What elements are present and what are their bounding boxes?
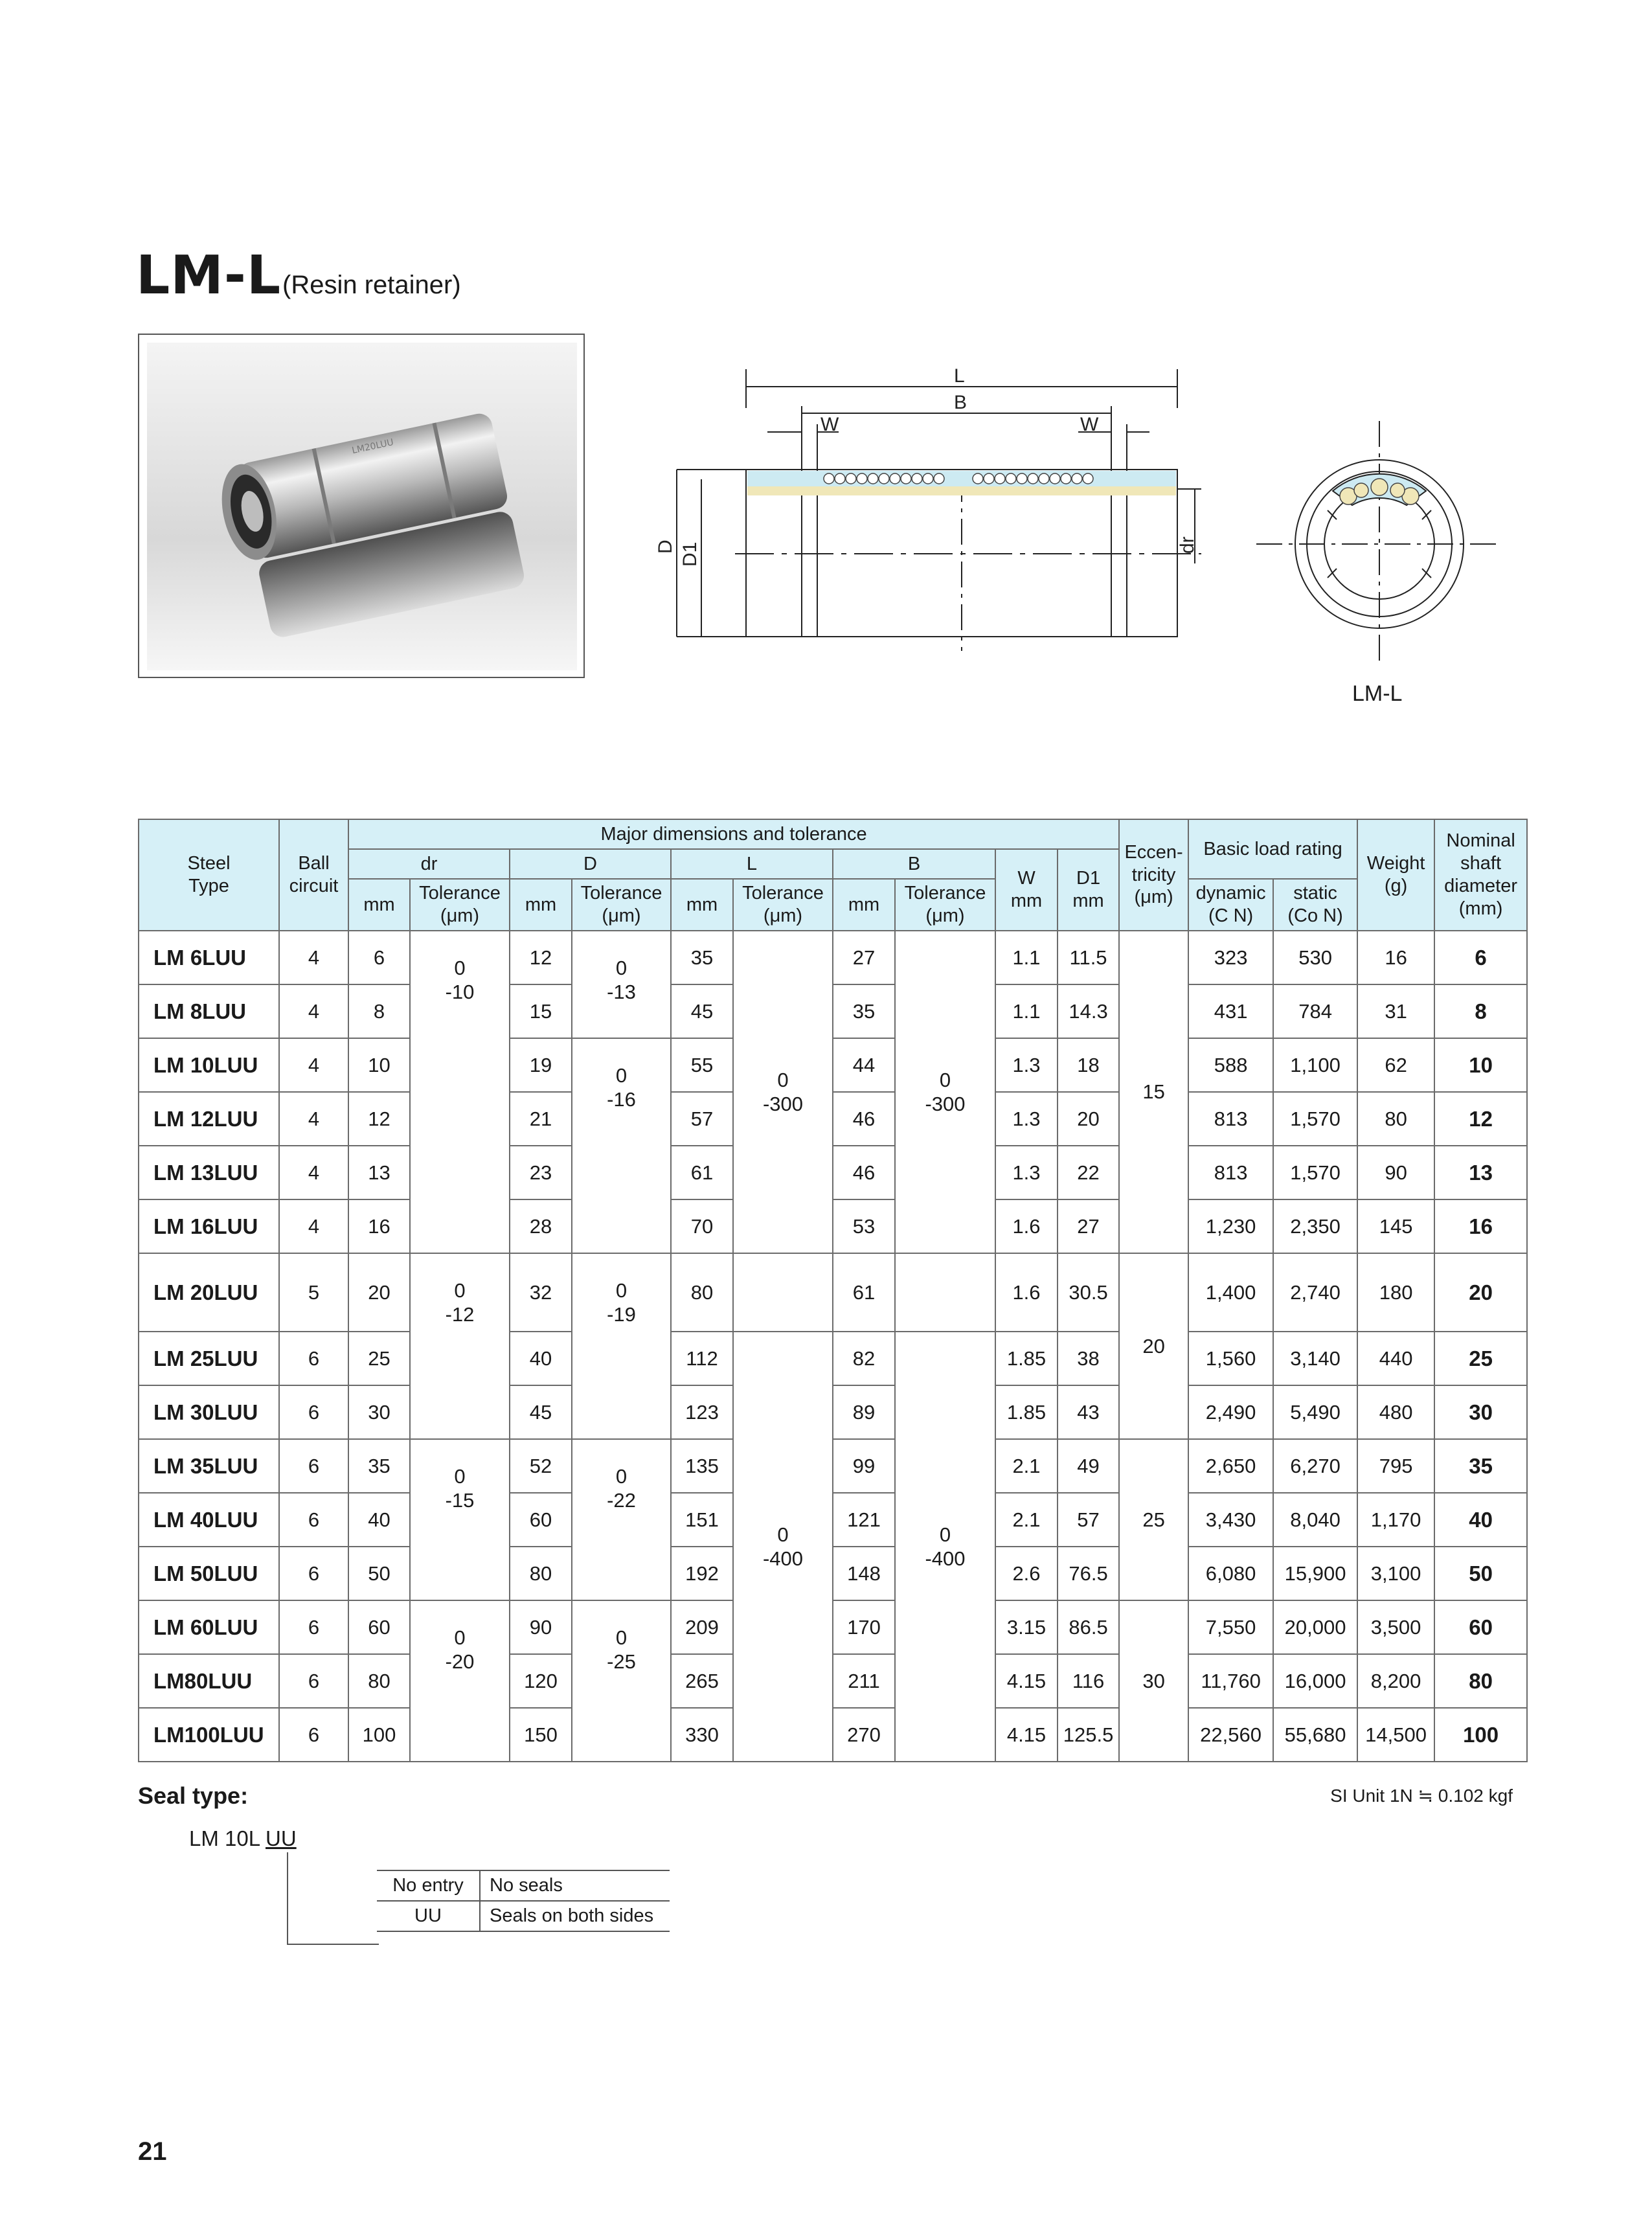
cell-B-mm: 89 (833, 1385, 895, 1439)
cell-steel-type: LM 16LUU (139, 1199, 279, 1253)
cell-D-tolerance: 0 -13 (572, 931, 671, 1038)
cell-eccentricity: 20 (1119, 1253, 1188, 1439)
cell-W: 3.15 (995, 1600, 1058, 1654)
seal-option-row (377, 1901, 670, 1931)
cell-static: 3,140 (1273, 1332, 1357, 1385)
cell-D-tolerance: 0 -16 (572, 1038, 671, 1253)
cell-dynamic: 588 (1188, 1038, 1273, 1092)
col-L-mm: mm (671, 879, 733, 931)
col-dr-tolerance: Tolerance (μm) (410, 879, 510, 931)
cell-shaft-diameter: 13 (1434, 1146, 1527, 1199)
side-section-diagram (638, 359, 1221, 651)
cell-dynamic: 1,400 (1188, 1253, 1273, 1332)
cell-W: 1.3 (995, 1092, 1058, 1146)
cell-dr-mm: 12 (348, 1092, 410, 1146)
dim-label-D1: D1 (679, 541, 701, 567)
seal-option-desc: No seals (480, 1870, 670, 1901)
cell-weight: 62 (1357, 1038, 1434, 1092)
cell-dr-mm: 6 (348, 931, 410, 984)
cell-steel-type: LM 60LUU (139, 1600, 279, 1654)
cell-weight: 3,100 (1357, 1547, 1434, 1600)
cell-L-mm: 45 (671, 984, 733, 1038)
col-L: L (671, 849, 833, 879)
cell-weight: 480 (1357, 1385, 1434, 1439)
seal-option-row (377, 1870, 670, 1901)
col-B: B (833, 849, 995, 879)
cell-weight: 145 (1357, 1199, 1434, 1253)
col-D-mm: mm (510, 879, 572, 931)
cell-W: 1.85 (995, 1385, 1058, 1439)
cell-dynamic: 22,560 (1188, 1708, 1273, 1762)
cell-dr-mm: 60 (348, 1600, 410, 1654)
cell-dr-mm: 30 (348, 1385, 410, 1439)
cell-dynamic: 813 (1188, 1146, 1273, 1199)
cell-weight: 31 (1357, 984, 1434, 1038)
cell-D-mm: 45 (510, 1385, 572, 1439)
cell-static: 55,680 (1273, 1708, 1357, 1762)
cell-W: 1.1 (995, 931, 1058, 984)
seal-option-desc: Seals on both sides (480, 1901, 670, 1931)
cell-D1: 38 (1058, 1332, 1119, 1385)
col-D1: D1 mm (1058, 849, 1119, 931)
cell-D1: 86.5 (1058, 1600, 1119, 1654)
col-dr: dr (348, 849, 510, 879)
col-B-mm: mm (833, 879, 895, 931)
seal-type-heading: Seal type: (138, 1782, 249, 1809)
cell-weight: 8,200 (1357, 1654, 1434, 1708)
col-dr-mm: mm (348, 879, 410, 931)
cell-static: 15,900 (1273, 1547, 1357, 1600)
cell-W: 4.15 (995, 1708, 1058, 1762)
cell-shaft-diameter: 80 (1434, 1654, 1527, 1708)
col-static: static (Co N) (1273, 879, 1357, 931)
front-view-label: LM-L (1352, 681, 1403, 706)
cell-D1: 14.3 (1058, 984, 1119, 1038)
cell-D-mm: 12 (510, 931, 572, 984)
cell-shaft-diameter: 10 (1434, 1038, 1527, 1092)
cell-dynamic: 323 (1188, 931, 1273, 984)
col-B-tolerance: Tolerance (μm) (895, 879, 995, 931)
cell-ball-circuit: 4 (279, 1092, 348, 1146)
cell-L-tolerance (733, 1253, 833, 1332)
cell-D-mm: 150 (510, 1708, 572, 1762)
cell-dr-mm: 13 (348, 1146, 410, 1199)
cell-L-tolerance: 0 -400 (733, 1332, 833, 1762)
cell-shaft-diameter: 16 (1434, 1199, 1527, 1253)
cell-W: 4.15 (995, 1654, 1058, 1708)
cell-dr-mm: 8 (348, 984, 410, 1038)
col-eccentricity: Eccen- tricity (μm) (1119, 819, 1188, 931)
cell-dr-tolerance: 0 -20 (410, 1600, 510, 1762)
cell-dynamic: 11,760 (1188, 1654, 1273, 1708)
cell-ball-circuit: 6 (279, 1439, 348, 1493)
cell-D1: 22 (1058, 1146, 1119, 1199)
cell-shaft-diameter: 50 (1434, 1547, 1527, 1600)
table-row (139, 1547, 1527, 1600)
cell-D1: 125.5 (1058, 1708, 1119, 1762)
cell-static: 1,570 (1273, 1146, 1357, 1199)
cell-dynamic: 1,230 (1188, 1199, 1273, 1253)
cell-shaft-diameter: 30 (1434, 1385, 1527, 1439)
col-basic-load-rating: Basic load rating (1188, 819, 1357, 879)
col-major-dimensions: Major dimensions and tolerance (348, 819, 1119, 849)
cell-weight: 80 (1357, 1092, 1434, 1146)
table-row (139, 1600, 1527, 1654)
cell-L-mm: 112 (671, 1332, 733, 1385)
cell-dynamic: 2,490 (1188, 1385, 1273, 1439)
cell-dr-tolerance: 0 -15 (410, 1439, 510, 1600)
cell-ball-circuit: 6 (279, 1547, 348, 1600)
cell-L-mm: 135 (671, 1439, 733, 1493)
cell-weight: 14,500 (1357, 1708, 1434, 1762)
cell-weight: 180 (1357, 1253, 1434, 1332)
dim-label-L: L (954, 365, 965, 387)
dim-label-W-right: W (1080, 414, 1099, 435)
seal-option-code: UU (377, 1901, 480, 1931)
cell-steel-type: LM 6LUU (139, 931, 279, 984)
table-row (139, 1332, 1527, 1385)
seal-model-code (189, 1826, 297, 1851)
cell-D-tolerance: 0 -19 (572, 1253, 671, 1439)
cell-ball-circuit: 4 (279, 1038, 348, 1092)
cell-L-mm: 61 (671, 1146, 733, 1199)
cell-D1: 43 (1058, 1385, 1119, 1439)
si-unit-note: SI Unit 1N ≒ 0.102 kgf (1330, 1786, 1513, 1806)
cell-shaft-diameter: 40 (1434, 1493, 1527, 1547)
cell-D1: 116 (1058, 1654, 1119, 1708)
cell-dr-mm: 25 (348, 1332, 410, 1385)
cell-B-mm: 46 (833, 1146, 895, 1199)
col-D: D (510, 849, 671, 879)
cell-D-mm: 28 (510, 1199, 572, 1253)
cell-W: 1.3 (995, 1038, 1058, 1092)
cell-static: 6,270 (1273, 1439, 1357, 1493)
cell-dynamic: 3,430 (1188, 1493, 1273, 1547)
cell-D-mm: 52 (510, 1439, 572, 1493)
cell-dynamic: 7,550 (1188, 1600, 1273, 1654)
cell-static: 8,040 (1273, 1493, 1357, 1547)
cell-steel-type: LM 13LUU (139, 1146, 279, 1199)
col-weight: Weight (g) (1357, 819, 1434, 931)
cell-L-mm: 57 (671, 1092, 733, 1146)
cell-dynamic: 431 (1188, 984, 1273, 1038)
cell-static: 1,570 (1273, 1092, 1357, 1146)
cell-D1: 11.5 (1058, 931, 1119, 984)
cell-B-mm: 35 (833, 984, 895, 1038)
cell-dr-mm: 16 (348, 1199, 410, 1253)
cell-static: 20,000 (1273, 1600, 1357, 1654)
cell-steel-type: LM100LUU (139, 1708, 279, 1762)
cell-ball-circuit: 6 (279, 1600, 348, 1654)
cell-steel-type: LM80LUU (139, 1654, 279, 1708)
cell-dr-mm: 40 (348, 1493, 410, 1547)
cell-steel-type: LM 12LUU (139, 1092, 279, 1146)
cell-D-mm: 80 (510, 1547, 572, 1600)
table-row (139, 931, 1527, 984)
cell-weight: 795 (1357, 1439, 1434, 1493)
table-row (139, 984, 1527, 1038)
cell-B-mm: 121 (833, 1493, 895, 1547)
table-row (139, 1253, 1527, 1332)
table-row (139, 1199, 1527, 1253)
cell-B-mm: 61 (833, 1253, 895, 1332)
cell-dr-mm: 80 (348, 1654, 410, 1708)
cell-ball-circuit: 4 (279, 984, 348, 1038)
table-row (139, 1493, 1527, 1547)
cell-D-mm: 60 (510, 1493, 572, 1547)
cell-steel-type: LM 50LUU (139, 1547, 279, 1600)
cell-D-tolerance: 0 -25 (572, 1600, 671, 1762)
cell-dr-mm: 20 (348, 1253, 410, 1332)
cell-L-mm: 123 (671, 1385, 733, 1439)
table-row (139, 1092, 1527, 1146)
cell-ball-circuit: 6 (279, 1654, 348, 1708)
cell-B-tolerance: 0 -400 (895, 1332, 995, 1762)
cell-D1: 30.5 (1058, 1253, 1119, 1332)
cell-W: 2.6 (995, 1547, 1058, 1600)
cell-ball-circuit: 6 (279, 1493, 348, 1547)
cell-static: 1,100 (1273, 1038, 1357, 1092)
cell-B-mm: 270 (833, 1708, 895, 1762)
front-view-diagram (1256, 415, 1515, 712)
cell-shaft-diameter: 60 (1434, 1600, 1527, 1654)
cell-L-mm: 80 (671, 1253, 733, 1332)
cell-D-mm: 90 (510, 1600, 572, 1654)
cell-eccentricity: 25 (1119, 1439, 1188, 1600)
col-shaft-diameter: Nominal shaft diameter (mm) (1434, 819, 1527, 931)
photo-marking: LM20LUU (351, 437, 395, 457)
cell-D-mm: 23 (510, 1146, 572, 1199)
table-row (139, 1439, 1527, 1493)
cell-eccentricity: 15 (1119, 931, 1188, 1253)
cell-D-mm: 32 (510, 1253, 572, 1332)
page-subtitle: (Resin retainer) (282, 271, 461, 299)
cell-L-mm: 35 (671, 931, 733, 984)
cell-L-mm: 330 (671, 1708, 733, 1762)
cell-steel-type: LM 8LUU (139, 984, 279, 1038)
cell-B-mm: 46 (833, 1092, 895, 1146)
cell-W: 1.3 (995, 1146, 1058, 1199)
cell-D-mm: 21 (510, 1092, 572, 1146)
col-W: W mm (995, 849, 1058, 931)
cell-shaft-diameter: 12 (1434, 1092, 1527, 1146)
cell-dr-mm: 35 (348, 1439, 410, 1493)
cell-ball-circuit: 4 (279, 1199, 348, 1253)
cell-B-tolerance (895, 1253, 995, 1332)
cell-D1: 57 (1058, 1493, 1119, 1547)
cell-shaft-diameter: 35 (1434, 1439, 1527, 1493)
cell-D-mm: 15 (510, 984, 572, 1038)
cell-steel-type: LM 25LUU (139, 1332, 279, 1385)
cell-L-mm: 265 (671, 1654, 733, 1708)
cell-ball-circuit: 5 (279, 1253, 348, 1332)
cell-dynamic: 2,650 (1188, 1439, 1273, 1493)
cell-shaft-diameter: 100 (1434, 1708, 1527, 1762)
col-steel-type: Steel Type (139, 819, 279, 931)
cell-steel-type: LM 20LUU (139, 1253, 279, 1332)
cell-steel-type: LM 10LUU (139, 1038, 279, 1092)
cell-static: 16,000 (1273, 1654, 1357, 1708)
cell-eccentricity: 30 (1119, 1600, 1188, 1762)
cell-static: 5,490 (1273, 1385, 1357, 1439)
cell-shaft-diameter: 25 (1434, 1332, 1527, 1385)
cell-D1: 49 (1058, 1439, 1119, 1493)
cell-ball-circuit: 4 (279, 931, 348, 984)
dim-label-dr: dr (1177, 536, 1198, 554)
seal-bracket-line (283, 1852, 380, 1949)
cell-dr-tolerance: 0 -10 (410, 931, 510, 1253)
cell-B-mm: 82 (833, 1332, 895, 1385)
cell-ball-circuit: 6 (279, 1708, 348, 1762)
table-row (139, 1708, 1527, 1762)
table-row (139, 1654, 1527, 1708)
cell-weight: 90 (1357, 1146, 1434, 1199)
cell-W: 2.1 (995, 1493, 1058, 1547)
cell-weight: 1,170 (1357, 1493, 1434, 1547)
cell-B-mm: 148 (833, 1547, 895, 1600)
cell-dr-tolerance: 0 -12 (410, 1253, 510, 1439)
dim-label-W-left: W (820, 414, 839, 435)
cell-D-mm: 40 (510, 1332, 572, 1385)
cell-shaft-diameter: 8 (1434, 984, 1527, 1038)
cell-B-mm: 99 (833, 1439, 895, 1493)
page-title: LM-L (136, 245, 282, 306)
cell-ball-circuit: 6 (279, 1385, 348, 1439)
cell-W: 1.1 (995, 984, 1058, 1038)
cell-static: 2,740 (1273, 1253, 1357, 1332)
cell-W: 1.6 (995, 1199, 1058, 1253)
seal-option-code: No entry (377, 1870, 480, 1901)
cell-dr-mm: 10 (348, 1038, 410, 1092)
cell-W: 1.6 (995, 1253, 1058, 1332)
cell-B-mm: 44 (833, 1038, 895, 1092)
page-number: 21 (138, 2137, 167, 2166)
col-dynamic: dynamic (C N) (1188, 879, 1273, 931)
cell-L-mm: 55 (671, 1038, 733, 1092)
cell-D-mm: 19 (510, 1038, 572, 1092)
cell-B-mm: 211 (833, 1654, 895, 1708)
cell-B-mm: 27 (833, 931, 895, 984)
cell-B-mm: 53 (833, 1199, 895, 1253)
cell-ball-circuit: 6 (279, 1332, 348, 1385)
cell-W: 2.1 (995, 1439, 1058, 1493)
table-row (139, 1038, 1527, 1092)
cell-shaft-diameter: 6 (1434, 931, 1527, 984)
cell-D-mm: 120 (510, 1654, 572, 1708)
spec-table (138, 819, 1528, 1762)
cell-dynamic: 6,080 (1188, 1547, 1273, 1600)
cell-static: 784 (1273, 984, 1357, 1038)
cell-weight: 16 (1357, 931, 1434, 984)
cell-static: 530 (1273, 931, 1357, 984)
product-photo (138, 334, 585, 678)
col-L-tolerance: Tolerance (μm) (733, 879, 833, 931)
cell-L-tolerance: 0 -300 (733, 931, 833, 1253)
cell-D1: 76.5 (1058, 1547, 1119, 1600)
cell-D1: 20 (1058, 1092, 1119, 1146)
table-row (139, 1385, 1527, 1439)
cell-weight: 440 (1357, 1332, 1434, 1385)
seal-options-table (377, 1870, 670, 1932)
seal-model-prefix: LM 10L (189, 1826, 266, 1850)
cell-steel-type: LM 40LUU (139, 1493, 279, 1547)
cell-static: 2,350 (1273, 1199, 1357, 1253)
cell-L-mm: 151 (671, 1493, 733, 1547)
cell-dr-mm: 50 (348, 1547, 410, 1600)
cell-L-mm: 70 (671, 1199, 733, 1253)
cell-D1: 27 (1058, 1199, 1119, 1253)
cell-L-mm: 192 (671, 1547, 733, 1600)
cell-B-mm: 170 (833, 1600, 895, 1654)
cell-B-tolerance: 0 -300 (895, 931, 995, 1253)
cell-weight: 3,500 (1357, 1600, 1434, 1654)
dim-label-D: D (655, 539, 676, 554)
table-row (139, 1146, 1527, 1199)
cell-L-mm: 209 (671, 1600, 733, 1654)
col-ball-circuit: Ball circuit (279, 819, 348, 931)
cell-D-tolerance: 0 -22 (572, 1439, 671, 1600)
seal-model-suffix: UU (266, 1826, 297, 1850)
cell-shaft-diameter: 20 (1434, 1253, 1527, 1332)
cell-dynamic: 813 (1188, 1092, 1273, 1146)
cell-steel-type: LM 30LUU (139, 1385, 279, 1439)
cell-D1: 18 (1058, 1038, 1119, 1092)
bearing-photo-image (147, 343, 577, 670)
dim-label-B: B (954, 392, 967, 413)
col-D-tolerance: Tolerance (μm) (572, 879, 671, 931)
cell-W: 1.85 (995, 1332, 1058, 1385)
cell-steel-type: LM 35LUU (139, 1439, 279, 1493)
cell-dynamic: 1,560 (1188, 1332, 1273, 1385)
cell-dr-mm: 100 (348, 1708, 410, 1762)
cell-ball-circuit: 4 (279, 1146, 348, 1199)
